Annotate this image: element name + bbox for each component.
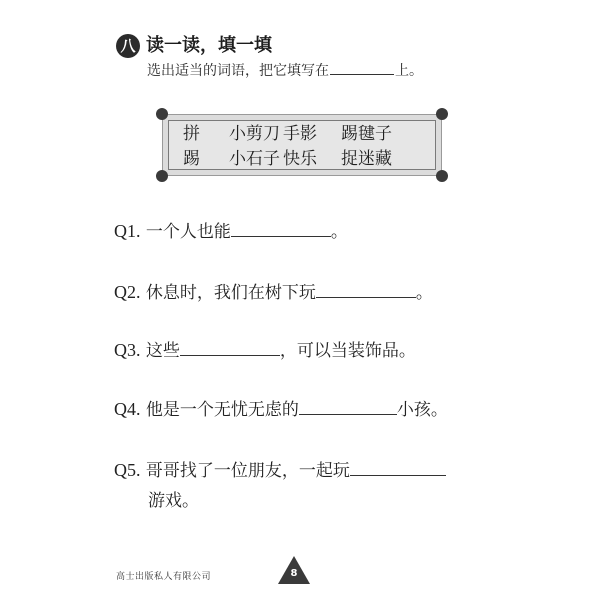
question-number: Q1. bbox=[114, 221, 141, 241]
corner-peg bbox=[436, 108, 448, 120]
question-text-before: 哥哥找了一位朋友，一起玩 bbox=[145, 461, 350, 481]
word-bank-item: 踢 bbox=[183, 149, 200, 169]
word-bank-item: 拼 bbox=[183, 124, 200, 144]
question-4 bbox=[114, 398, 448, 421]
instruction-after: 上。 bbox=[395, 63, 423, 79]
question-1 bbox=[114, 220, 348, 243]
word-bank-item: 手影 bbox=[283, 124, 317, 144]
answer-blank[interactable] bbox=[299, 400, 397, 415]
question-text-after: 。 bbox=[330, 222, 348, 242]
word-bank-item: 踢毽子 bbox=[341, 124, 392, 144]
instruction-before: 选出适当的词语，把它填写在 bbox=[147, 63, 329, 79]
corner-peg bbox=[156, 108, 168, 120]
corner-peg bbox=[156, 170, 168, 182]
corner-peg bbox=[436, 170, 448, 182]
section-number-badge: 八 bbox=[116, 34, 140, 58]
instruction-blank bbox=[330, 62, 394, 75]
word-bank-box bbox=[162, 114, 442, 176]
question-3 bbox=[114, 339, 416, 362]
question-text-after: 。 bbox=[415, 283, 433, 303]
question-text-after: 小孩。 bbox=[396, 400, 448, 420]
question-number: Q2. bbox=[114, 282, 141, 302]
word-bank-item: 捉迷藏 bbox=[341, 149, 392, 169]
word-bank-item: 小石子 bbox=[229, 149, 280, 169]
question-5-continuation: 游戏。 bbox=[148, 491, 199, 511]
answer-blank[interactable] bbox=[180, 341, 280, 356]
instruction-text bbox=[147, 62, 423, 80]
question-number: Q5. bbox=[114, 460, 141, 480]
question-number: Q3. bbox=[114, 340, 141, 360]
question-text-before: 一个人也能 bbox=[145, 222, 231, 242]
word-bank-frame bbox=[162, 114, 442, 176]
word-bank-item: 小剪刀 bbox=[229, 124, 280, 144]
question-text-before: 他是一个无忧无虑的 bbox=[145, 400, 299, 420]
question-text-before: 这些 bbox=[145, 341, 180, 361]
answer-blank[interactable] bbox=[231, 222, 331, 237]
answer-blank[interactable] bbox=[316, 283, 416, 298]
word-bank-item: 快乐 bbox=[283, 149, 317, 169]
page-number: 8 bbox=[290, 568, 298, 579]
question-number: Q4. bbox=[114, 399, 141, 419]
question-text-after: ，可以当装饰品。 bbox=[279, 341, 416, 361]
publisher-name: 高士出版私人有限公司 bbox=[116, 572, 212, 582]
question-text-before: 休息时，我们在树下玩 bbox=[145, 283, 316, 303]
section-title: 读一读，填一填 bbox=[146, 35, 272, 56]
answer-blank[interactable] bbox=[350, 461, 446, 476]
question-5 bbox=[114, 459, 446, 482]
question-2 bbox=[114, 281, 433, 304]
